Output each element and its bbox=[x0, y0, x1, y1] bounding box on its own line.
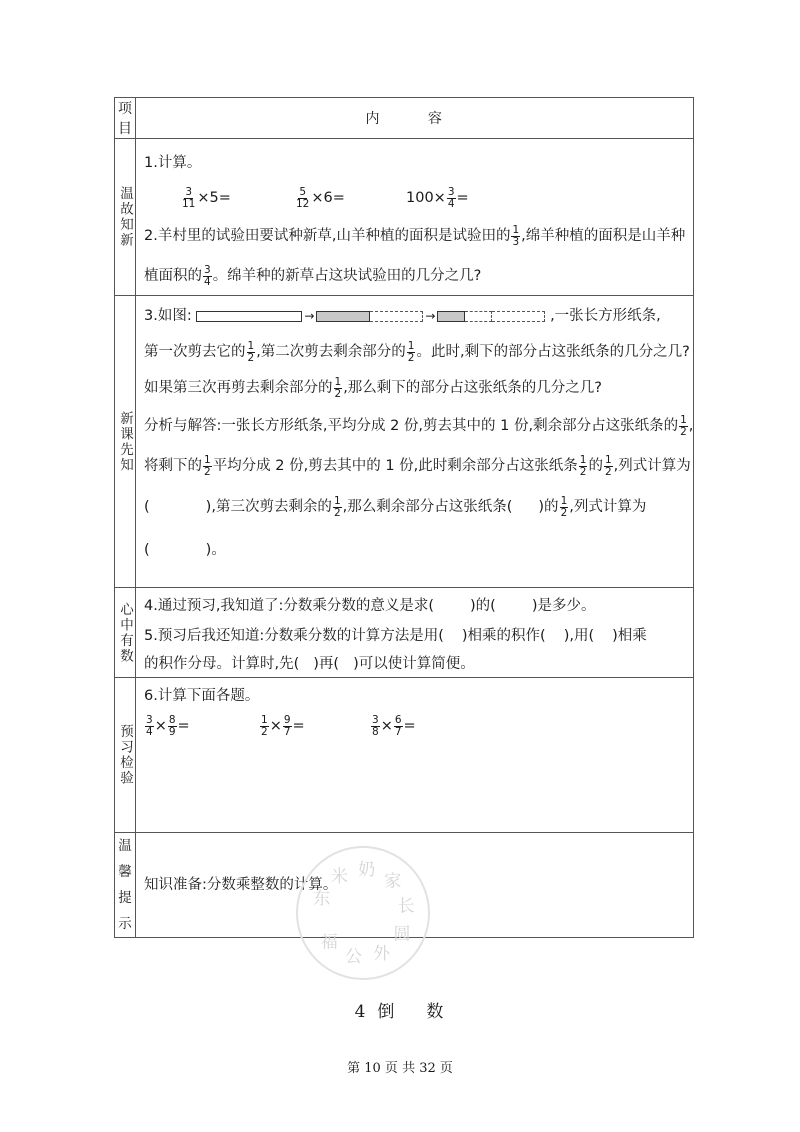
section-title-char-1: 倒 bbox=[377, 1002, 397, 1022]
task-1-title: 1.计算。 bbox=[144, 155, 202, 171]
row-preview-check bbox=[115, 678, 694, 833]
watermark-char: 长 bbox=[397, 896, 415, 917]
section-number: 4 bbox=[354, 1002, 368, 1022]
watermark-char: 公 bbox=[345, 947, 362, 967]
task-3-line-3: 如果第三次再剪去剩余部分的 $\frac{1}{2}$ ,那么剩下的部分占这张纸条的几分之几? bbox=[144, 375, 602, 400]
table-header-row bbox=[115, 98, 694, 139]
paper-strip-half-cut bbox=[316, 311, 370, 322]
section-title-char-2: 数 bbox=[426, 1002, 446, 1022]
task-5-line-2: 的积作分母。计算时,先( )再( )可以使计算简便。 bbox=[144, 656, 475, 672]
calc-row-2 bbox=[136, 711, 693, 741]
task-3-line-1: 3.如图: → → ,一张长方形纸条, bbox=[136, 298, 693, 334]
row-label-review: 温故知新 bbox=[117, 186, 133, 248]
analysis-line-2: 将剩下的 $\frac{1}{2}$ 平均分成 2 份,剪去其中的 1 份,此时剩余部分占这张纸条 $\frac{1}{2}$ 的 $\frac{1}{2}$ ,列式计算为 bbox=[144, 453, 691, 478]
row-review bbox=[115, 139, 694, 296]
paper-strip-dashed bbox=[465, 311, 492, 322]
calc-item-3: 100× $\frac{3}{4}$ = bbox=[406, 185, 469, 210]
row-label-new-lesson: 新课先知 bbox=[117, 410, 133, 473]
watermark-char: 福 bbox=[320, 932, 338, 953]
watermark-stamp bbox=[288, 838, 438, 988]
row-label-tip-1: 温馨 bbox=[118, 838, 132, 880]
task-2-line-1: 2.羊村里的试验田要试种新草,山羊种植的面积是试验田的 $\frac{1}{3}$ ,绵羊种植的面积是山羊种 bbox=[144, 223, 686, 248]
paper-strip-full bbox=[196, 311, 302, 322]
analysis-line-3: ( ),第三次剪去剩余的 $\frac{1}{2}$ ,那么剩余部分占这张纸条( )的 $\frac{1}{2}$ ,列式计算为 bbox=[144, 494, 647, 519]
calc-item-3: $\frac{3}{8}$ × $\frac{6}{7}$ = bbox=[372, 713, 416, 738]
calc-item-1: $\frac{3}{4}$ × $\frac{8}{9}$ = bbox=[146, 713, 190, 738]
calc-item-1: $\frac{3}{11}$ ×5= bbox=[182, 185, 231, 210]
arrow-right-icon: → bbox=[304, 309, 315, 323]
watermark-char: 外 bbox=[373, 943, 391, 964]
analysis-line-4: ( )。 bbox=[144, 542, 226, 558]
header-item: 项目 bbox=[115, 98, 136, 139]
worksheet-table bbox=[114, 97, 694, 938]
page-footer: 第 10 页 共 32 页 bbox=[347, 1061, 453, 1076]
tip-text: 知识准备:分数乘整数的计算。 bbox=[144, 877, 338, 893]
row-label-summary: 心中有数 bbox=[117, 601, 133, 664]
paper-strip-dashed bbox=[492, 311, 545, 322]
section-title bbox=[0, 997, 800, 1022]
watermark-char: 东 bbox=[313, 889, 331, 909]
task-5-line-1: 5.预习后我还知道:分数乘分数的计算方法是用( )相乘的积作( ),用( )相乘 bbox=[144, 628, 647, 644]
task-3-line-2: 第一次剪去它的 $\frac{1}{2}$ ,第二次剪去剩余部分的 $\frac{1}{2}$ 。此时,剩下的部分占这张纸条的几分之几? bbox=[144, 339, 690, 364]
analysis-line-1: 分析与解答:一张长方形纸条,平均分成 2 份,剪去其中的 1 份,剩余部分占这张纸条的 $\frac{1}{2}$ , bbox=[144, 413, 694, 438]
watermark-char: 米 bbox=[330, 866, 348, 887]
paper-strip-quarter-cut bbox=[437, 311, 465, 322]
task-4-line: 4.通过预习,我知道了:分数乘分数的意义是求( )的( )是多少。 bbox=[144, 598, 596, 614]
row-summary bbox=[115, 588, 694, 678]
row-label-tip-2: 提示 bbox=[118, 890, 132, 932]
task-2-line-2: 植面积的 $\frac{3}{4}$ 。绵羊种的新草占这块试验田的几分之几? bbox=[144, 263, 482, 288]
row-new-lesson bbox=[115, 296, 694, 588]
calc-item-2: $\frac{5}{12}$ ×6= bbox=[296, 185, 345, 210]
watermark-char: 圆 bbox=[393, 924, 411, 945]
calc-item-2: $\frac{1}{2}$ × $\frac{9}{7}$ = bbox=[261, 713, 305, 738]
calc-row bbox=[136, 181, 693, 215]
paper-strip-dashed bbox=[370, 311, 423, 322]
arrow-right-icon: → bbox=[425, 309, 436, 323]
row-label-preview-check: 预习检验 bbox=[117, 724, 133, 786]
watermark-char: 家 bbox=[384, 871, 402, 892]
watermark-char: 奶 bbox=[358, 860, 376, 881]
header-content: 内 容 bbox=[136, 98, 694, 139]
task-6-title: 6.计算下面各题。 bbox=[144, 688, 260, 704]
